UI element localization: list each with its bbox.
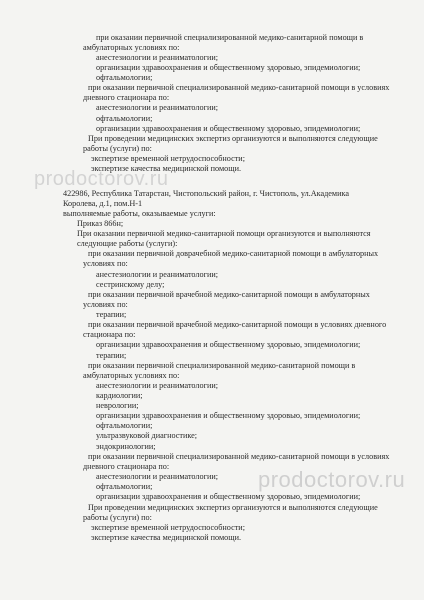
doc-line: работы (услуги) по: <box>83 513 152 522</box>
doc-line: терапии; <box>96 351 127 360</box>
doc-line: организации здравоохранения и общественному здоровью, эпидемиологии; <box>96 63 361 72</box>
doc-line: при оказании первичной доврачебной медико-санитарной помощи в амбулаторных <box>88 249 379 258</box>
doc-line: организации здравоохранения и общественному здоровью, эпидемиологии; <box>96 411 361 420</box>
doc-line: стационара по: <box>83 330 136 339</box>
doc-line: амбулаторных условиях по: <box>83 371 180 380</box>
doc-line: 422986, Республика Татарстан, Чистопольский район, г. Чистополь, ул.Академика <box>63 189 349 198</box>
doc-line: Приказ 866н; <box>77 219 124 228</box>
doc-line: выполняемые работы, оказываемые услуги: <box>63 209 216 218</box>
doc-line: организации здравоохранения и общественному здоровью, эпидемиологии; <box>96 340 361 349</box>
doc-line: терапии; <box>96 310 127 319</box>
doc-line: анестезиологии и реаниматологии; <box>96 53 218 62</box>
watermark-top: prodoctorov.ru <box>34 168 169 190</box>
doc-line: следующие работы (услуги): <box>77 239 178 248</box>
doc-line: эндокринологии; <box>96 442 156 451</box>
doc-line: офтальмологии; <box>96 421 153 430</box>
doc-line: офтальмологии; <box>96 114 153 123</box>
doc-line: при оказании первичной специализированной медико-санитарной помощи в условиях <box>88 83 390 92</box>
doc-line: анестезиологии и реаниматологии; <box>96 103 218 112</box>
doc-line: сестринскому делу; <box>96 280 165 289</box>
doc-line: дневного стационара по: <box>83 462 170 471</box>
doc-line: При оказании первичной медико-санитарной помощи организуются и выполняются <box>77 229 371 238</box>
doc-line: офтальмологии; <box>96 482 153 491</box>
doc-line: дневного стационара по: <box>83 93 170 102</box>
doc-line: экспертизе качества медицинской помощи. <box>91 164 242 173</box>
doc-line: работы (услуги) по: <box>83 144 152 153</box>
doc-line: При проведении медицинских экспертиз организуются и выполняются следующие <box>88 134 378 143</box>
doc-line: анестезиологии и реаниматологии; <box>96 381 218 390</box>
doc-line: организации здравоохранения и общественному здоровью, эпидемиологии; <box>96 124 361 133</box>
doc-line: При проведении медицинских экспертиз организуются и выполняются следующие <box>88 503 378 512</box>
doc-line: амбулаторных условиях по: <box>83 43 180 52</box>
doc-line: экспертизе временной нетрудоспособности; <box>91 523 245 532</box>
doc-line: условиях по: <box>83 300 128 309</box>
doc-line: организации здравоохранения и общественному здоровью, эпидемиологии; <box>96 492 361 501</box>
doc-line: Королева, д.1, пом.Н-1 <box>63 199 143 208</box>
doc-line: анестезиологии и реаниматологии; <box>96 472 218 481</box>
doc-line: офтальмологии; <box>96 73 153 82</box>
watermark-bottom: prodoctorov.ru <box>258 467 406 492</box>
doc-line: экспертизе временной нетрудоспособности; <box>91 154 245 163</box>
doc-line: условиях по: <box>83 259 128 268</box>
doc-line: кардиологии; <box>96 391 143 400</box>
doc-line: экспертизе качества медицинской помощи. <box>91 533 242 542</box>
doc-line: ультразвуковой диагностике; <box>96 431 198 440</box>
doc-line: при оказании первичной специализированной медико-санитарной помощи в <box>96 33 364 42</box>
doc-line: при оказании первичной врачебной медико-санитарной помощи в условиях дневного <box>88 320 387 329</box>
doc-line: неврологии; <box>96 401 139 410</box>
doc-line: при оказании первичной специализированной медико-санитарной помощи в <box>88 361 356 370</box>
doc-line: при оказании первичной врачебной медико-санитарной помощи в амбулаторных <box>88 290 370 299</box>
doc-line: анестезиологии и реаниматологии; <box>96 270 218 279</box>
doc-line: при оказании первичной специализированной медико-санитарной помощи в условиях <box>88 452 390 461</box>
